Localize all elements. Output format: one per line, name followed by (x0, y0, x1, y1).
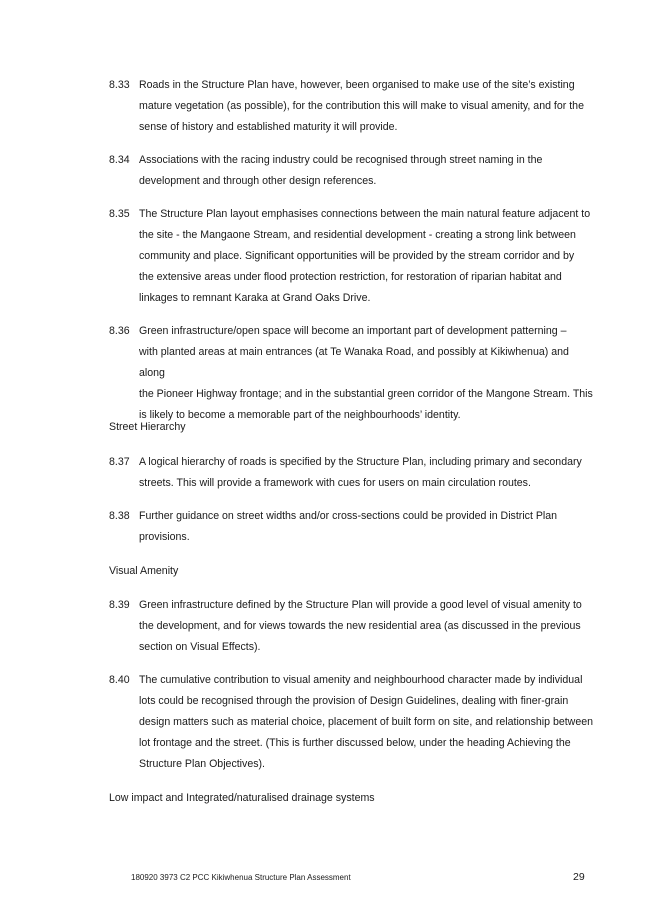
text-line: streets. This will provide a framework with cues for users on main circulation routes. (139, 477, 531, 489)
paragraph-text (139, 452, 594, 494)
text-line: lots could be recognised through the provision of Design Guidelines, dealing with finer-grain (139, 695, 569, 707)
paragraph-8-40 (109, 670, 594, 775)
text-line: is likely to become a memorable part of the neighbourhoods’ identity. (139, 409, 461, 421)
text-line: with planted areas at main entrances (at Te Wanaka Road, and possibly at Kikiwhenua) and along (139, 346, 569, 379)
paragraph-number: 8.36 (109, 325, 130, 337)
paragraph-text (139, 75, 594, 138)
text-line: The cumulative contribution to visual amenity and neighbourhood character made by individual (139, 674, 583, 686)
paragraph-text (139, 670, 594, 775)
section-heading-visual-amenity: Visual Amenity (109, 565, 179, 577)
text-line: Roads in the Structure Plan have, however, been organised to make use of the site’s existing (139, 79, 575, 91)
text-line: the site - the Mangaone Stream, and residential development - creating a strong link between (139, 229, 576, 241)
paragraph-text (139, 595, 594, 658)
section-heading-street-hierarchy: Street Hierarchy (109, 421, 186, 433)
paragraph-8-33 (109, 75, 594, 138)
text-line: section on Visual Effects). (139, 641, 261, 653)
paragraph-number: 8.37 (109, 456, 130, 468)
text-line: Green infrastructure defined by the Structure Plan will provide a good level of visual amenity to (139, 599, 582, 611)
text-line: development and through other design references. (139, 175, 377, 187)
text-line: Associations with the racing industry could be recognised through street naming in the (139, 154, 543, 166)
paragraph-8-37 (109, 452, 594, 494)
text-line: lot frontage and the street. (This is further discussed below, under the heading Achieving the (139, 737, 571, 749)
text-line: the Pioneer Highway frontage; and in the substantial green corridor of the Mangone Stream. This (139, 388, 593, 400)
text-line: Green infrastructure/open space will become an important part of development patterning – (139, 325, 567, 337)
paragraph-number: 8.35 (109, 208, 130, 220)
footer-document-reference: 180920 3973 C2 PCC Kikiwhenua Structure Plan Assessment (131, 873, 351, 882)
paragraph-number: 8.39 (109, 599, 130, 611)
paragraph-number: 8.40 (109, 674, 130, 686)
paragraph-text (139, 204, 594, 309)
text-line: Structure Plan Objectives). (139, 758, 265, 770)
section-heading-low-impact-drainage: Low impact and Integrated/naturalised drainage systems (109, 792, 375, 804)
text-line: linkages to remnant Karaka at Grand Oaks Drive. (139, 292, 371, 304)
paragraph-number: 8.34 (109, 154, 130, 166)
footer-page-number: 29 (573, 871, 585, 883)
paragraph-8-34 (109, 150, 594, 192)
text-line: the extensive areas under flood protection restriction, for restoration of riparian habitat and (139, 271, 562, 283)
text-line: The Structure Plan layout emphasises connections between the main natural feature adjacent to (139, 208, 591, 220)
text-line: the development, and for views towards the new residential area (as discussed in the previous (139, 620, 581, 632)
text-line: design matters such as material choice, placement of built form on site, and relationship between (139, 716, 594, 728)
text-line: community and place. Significant opportunities will be provided by the stream corridor and by (139, 250, 575, 262)
paragraph-number: 8.38 (109, 510, 130, 522)
text-line: provisions. (139, 531, 190, 543)
paragraph-8-35 (109, 204, 594, 309)
paragraph-number: 8.33 (109, 79, 130, 91)
paragraph-text (139, 321, 594, 426)
paragraph-8-38 (109, 506, 594, 548)
text-line: sense of history and established maturity it will provide. (139, 121, 398, 133)
text-line: A logical hierarchy of roads is specified by the Structure Plan, including primary and secondary (139, 456, 582, 468)
text-line: Further guidance on street widths and/or cross-sections could be provided in District Plan (139, 510, 558, 522)
paragraph-8-36 (109, 321, 594, 426)
paragraph-text (139, 506, 594, 548)
paragraph-text (139, 150, 594, 192)
paragraph-8-39 (109, 595, 594, 658)
text-line: mature vegetation (as possible), for the contribution this will make to visual amenity, and for the (139, 100, 584, 112)
